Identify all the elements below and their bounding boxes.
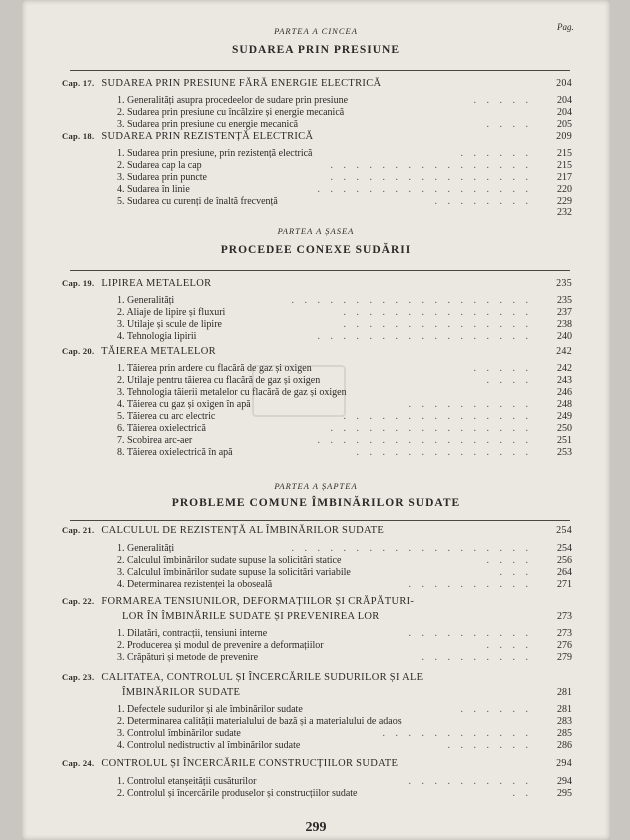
chapter-title: SUDAREA PRIN REZISTENȚĂ ELECTRICĂ: [101, 131, 314, 142]
toc-item: 1. Generalități . . . . . . . . . . . . . . . . . . . 254: [117, 543, 572, 554]
chapter-title: TĂIEREA METALELOR: [101, 346, 216, 357]
toc-item: 1. Defectele sudurilor și ale îmbinărilor sudate . . . . . . 281: [117, 704, 572, 715]
toc-item: 6. Tăierea oxielectrică . . . . . . . . . . . . . . . . 250: [117, 423, 572, 434]
part-label: PARTEA A ȘAPTEA: [274, 481, 358, 491]
chapter-number: Cap. 20.: [62, 346, 95, 356]
watermark-frame: [252, 365, 346, 417]
chapter-number: Cap. 22.: [62, 596, 95, 606]
chapter-number: Cap. 17.: [62, 78, 95, 88]
toc-item: 2. Determinarea calității materialului de bază și a materialului de adaos 283: [117, 716, 572, 727]
chapter-page: 242: [556, 346, 572, 357]
toc-item: 7. Scobirea arc-aer . . . . . . . . . . . . . . . . . 251: [117, 435, 572, 446]
chapter-20: [62, 346, 572, 357]
chapter-page: 294: [556, 758, 572, 769]
chapter-number: Cap. 21.: [62, 525, 95, 535]
divider: [70, 520, 570, 521]
chapter-page: 254: [556, 525, 572, 536]
chapter-17: [62, 78, 572, 89]
toc-item: 3. Controlul îmbinărilor sudate . . . . . . . . . . . . 285: [117, 728, 572, 739]
toc-item: 3. Crăpături și metode de prevenire . . . . . . . . . 279: [117, 652, 572, 663]
toc-item: 2. Sudarea cap la cap . . . . . . . . . . . . . . . . 215: [117, 160, 572, 171]
toc-item: 4. Controlul nedistructiv al îmbinărilor sudate . . . . . . . 286: [117, 740, 572, 751]
chapter-19: [62, 278, 572, 289]
toc-item: 1. Dilatări, contracții, tensiuni interne . . . . . . . . . . 273: [117, 628, 572, 639]
toc-item: 8. Tăierea oxielectrică în apă . . . . . . . . . . . . . . 253: [117, 447, 572, 458]
part-label: PARTEA A CINCEA: [274, 26, 358, 36]
toc-item: 4. Tăierea cu gaz și oxigen în apă . . . . . . . . . . 248: [117, 399, 572, 410]
chapter-title-continued: ÎMBINĂRILOR SUDATE: [122, 687, 241, 698]
pag-column-label: Pag.: [557, 22, 574, 32]
toc-item: 2. Controlul și încercările produselor și construcțiilor sudate . . 295: [117, 788, 572, 799]
chapter-title: CONTROLUL ȘI ÎNCERCĂRILE CONSTRUCȚIILOR SUDATE: [101, 758, 399, 769]
toc-item: 4. Sudarea în linie . . . . . . . . . . . . . . . . . 220: [117, 184, 572, 195]
toc-item: 1. Generalități . . . . . . . . . . . . . . . . . . . 235: [117, 295, 572, 306]
toc-item: 4. Tehnologia lipirii . . . . . . . . . . . . . . . . . 240: [117, 331, 572, 342]
chapter-page: 204: [556, 78, 572, 89]
toc-item: 4. Determinarea rezistenței la oboseală . . . . . . . . . . 271: [117, 579, 572, 590]
chapter-23: [62, 672, 572, 683]
divider: [70, 70, 570, 71]
chapter-number: Cap. 19.: [62, 278, 95, 288]
chapter-page: 235: [556, 278, 572, 289]
toc-item: 2. Utilaje pentru tăierea cu flacără de gaz și oxigen . . . . 243: [117, 375, 572, 386]
toc-item: 5. Tăierea cu arc electric . . . . . . . . . . . . . . . 249: [117, 411, 572, 422]
chapter-title: SUDAREA PRIN PRESIUNE FĂRĂ ENERGIE ELECTRICĂ: [101, 78, 382, 89]
toc-item: 3. Tehnologia tăierii metalelor cu flacără de gaz și oxigen 246: [117, 387, 572, 398]
toc-item: 1. Generalități asupra procedeelor de sudare prin presiune . . . . . 204: [117, 95, 572, 106]
part-title: PROCEDEE CONEXE SUDĂRII: [220, 244, 412, 256]
chapter-title-continued: LOR ÎN ÎMBINĂRILE SUDATE ȘI PREVENIREA LOR: [122, 611, 380, 622]
toc-item: 2. Aliaje de lipire și fluxuri . . . . . . . . . . . . . . . 237: [117, 307, 572, 318]
toc-item: 2. Sudarea prin presiune cu încălzire și energie mecanică 204: [117, 107, 572, 118]
toc-item: 3. Utilaje și scule de lipire . . . . . . . . . . . . . . . 238: [117, 319, 572, 330]
chapter-21: [62, 525, 572, 536]
toc-item: 3. Calculul îmbinărilor sudate supuse la solicitări variabile . . . 264: [117, 567, 572, 578]
chapter-title: FORMAREA TENSIUNILOR, DEFORMAȚIILOR ȘI CRĂPĂTURI-: [101, 596, 415, 607]
toc-item: 1. Controlul etanșeității cusăturilor . . . . . . . . . . 294: [117, 776, 572, 787]
chapter-24: [62, 758, 572, 769]
toc-item: 3. Sudarea prin puncte . . . . . . . . . . . . . . . . 217: [117, 172, 572, 183]
chapter-number: Cap. 24.: [62, 758, 95, 768]
chapter-title: CALITATEA, CONTROLUL ȘI ÎNCERCĂRILE SUDURILOR ȘI ALE: [101, 672, 424, 683]
part-label: PARTEA A ȘASEA: [277, 226, 355, 236]
chapter-page: 209: [556, 131, 572, 142]
divider: [70, 270, 570, 271]
book-page: Pag. PARTEA A CINCEA SUDAREA PRIN PRESIUNE Cap. 17. SUDAREA PRIN PRESIUNE FĂRĂ ENERGIE ELECTRICĂ 204 1. Generalități asupra procedeelor de sudare prin presiune . . . . . 204 2. Sudarea prin presiune cu încălzire și energie mecanică 204 3. Sudarea prin presiune cu energie mecanică . . . . 205 Cap. 18. SUDAREA PRIN REZISTENȚĂ ELECTRICĂ 209 1. Sudarea prin presiune, prin rezistență electrică . . . . . . 215 2. Sudarea cap la cap . . . . . . . . . . . . . . . . 215 3. Sudarea prin puncte . . . . . . . . . . . . . . . . 217 4. Sudarea în linie . . . . . . . . . . . . . . . . . 220 5. Sudarea cu curenți de înaltă frecvență . . . . . . . . 229 232 PARTEA A ȘASEA PROCEDEE CONEXE SUDĂRII Cap. 19. LIPIREA METALELOR 235 1. Generalități . . . . . . . . . . . . . . . . . . . 235 2. Aliaje de lipire și fluxuri . . . . . . . . . . . . . . . 237 3. Utilaje și scule de lipire . . . . . . . . . . . . . . . 238 4. Tehnologia lipirii . . . . . . . . . . . . . . . . . 240 Cap. 20. TĂIEREA METALELOR 242 1. Tăierea prin ardere cu flacără de gaz și oxigen . . . . . 242 2. Utilaje pentru tăierea cu flacără de gaz și oxigen . . . . 243 3. Tehnologia tăierii metalelor cu flacără de gaz și oxigen 246 4. Tăierea cu gaz și oxigen în apă . . . . . . . . . . 248 5. Tăierea cu arc electric . . . . . . . . . . . . . . . 249 6. Tăierea oxielectrică . . . . . . . . . . . . . . . . 250 7. Scobirea arc-aer . . . . . . . . . . . . . . . . . 251 8. Tăierea oxielectrică în apă . . . . . . . . . . . . . . 253 PARTEA A ȘAPTEA PROBLEME COMUNE ÎMBINĂRILOR SUDATE Cap. 21. CALCULUL DE REZISTENȚĂ AL ÎMBINĂRILOR SUDATE 254 1. Generalități . . . . . . . . . . . . . . . . . . . 254 2. Calculul îmbinărilor sudate supuse la solicitări statice . . . . 256 3. Calculul îmbinărilor sudate supuse la solicitări variabile . . . 264 4. Determinarea rezistenței la oboseală . . . . . . . . . . 271 Cap. 22. FORMAREA TENSIUNILOR, DEFORMAȚIILOR ȘI CRĂPĂTURI- LOR ÎN ÎMBINĂRILE SUDATE ȘI PREVENIREA LOR 273 1. Dilatări, contracții, tensiuni interne . . . . . . . . . . 273 2. Producerea și modul de prevenire a deformațiilor . . . . 276 3. Crăpături și metode de prevenire . . . . . . . . . 279 Cap. 23. CALITATEA, CONTROLUL ȘI ÎNCERCĂRILE SUDURILOR ȘI ALE ÎMBINĂRILOR SUDATE 281 1. Defectele sudurilor și ale îmbinărilor sudate . . . . . . 281 2. Determinarea calității materialului de bază și a materialului de adaos 283 3. Controlul îmbinărilor sudate . . . . . . . . . . . . 285 4. Controlul nedistructiv al îmbinărilor sudate . . . . . . . 286 Cap. 24. CONTROLUL ȘI ÎNCERCĂRILE CONSTRUCȚIILOR SUDATE 294 1. Controlul etanșeității cusăturilor . . . . . . . . . . 294 2. Controlul și încercările produselor și construcțiilor sudate . . 295 299: [22, 0, 610, 840]
toc-item: 5. Sudarea cu curenți de înaltă frecvență . . . . . . . . 229: [117, 196, 572, 207]
chapter-22: [62, 596, 572, 607]
page-number: 299: [305, 820, 327, 835]
toc-item: 1. Tăierea prin ardere cu flacără de gaz și oxigen . . . . . 242: [117, 363, 572, 374]
toc-item: 2. Calculul îmbinărilor sudate supuse la solicitări statice . . . . 256: [117, 555, 572, 566]
toc-item: 1. Sudarea prin presiune, prin rezistență electrică . . . . . . 215: [117, 148, 572, 159]
toc-item: 3. Sudarea prin presiune cu energie mecanică . . . . 205: [117, 119, 572, 130]
chapter-title: CALCULUL DE REZISTENȚĂ AL ÎMBINĂRILOR SUDATE: [101, 525, 385, 536]
chapter-number: Cap. 18.: [62, 131, 95, 141]
chapter-number: Cap. 23.: [62, 672, 95, 682]
part-title: PROBLEME COMUNE ÎMBINĂRILOR SUDATE: [171, 497, 461, 509]
chapter-18: [62, 131, 572, 142]
part-title: SUDAREA PRIN PRESIUNE: [232, 44, 400, 56]
toc-item: 2. Producerea și modul de prevenire a deformațiilor . . . . 276: [117, 640, 572, 651]
chapter-title: LIPIREA METALELOR: [101, 278, 212, 289]
